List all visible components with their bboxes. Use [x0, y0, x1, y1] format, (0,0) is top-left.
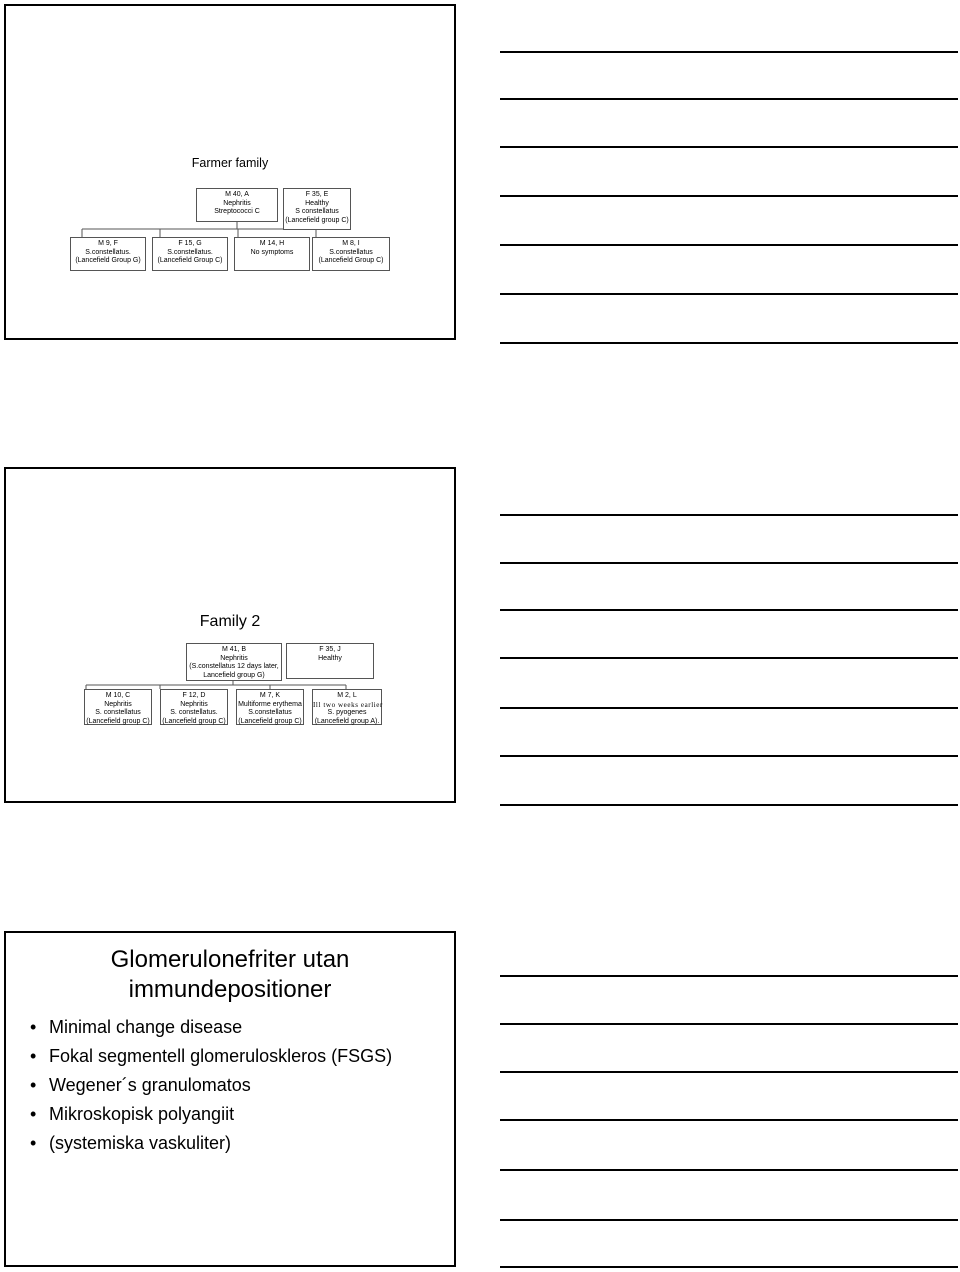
bullet-item — [28, 1073, 409, 1098]
node-line: F 35, J — [319, 646, 341, 653]
node-line: (Lancefield Group C) — [157, 257, 223, 264]
node-line: Ill two weeks earlier — [313, 700, 383, 709]
bullet-text: Wegener´s granulomatos — [49, 1075, 251, 1095]
node-line: M 8, I — [342, 240, 360, 247]
node-line: (Lancefield group C) — [238, 717, 302, 725]
slide-glomerulonefriter — [4, 931, 456, 1267]
pedigree-connectors — [6, 469, 454, 801]
node-line: M 9, F — [98, 240, 118, 247]
node-line: Healthy — [305, 199, 329, 207]
pedigree-node-child — [234, 237, 310, 271]
node-line: Nephritis — [223, 199, 251, 207]
node-line: Lancefield group G) — [203, 671, 265, 679]
notes-lines — [500, 960, 960, 1272]
pedigree-node-child — [84, 689, 152, 725]
pedigree-node-child — [236, 689, 304, 725]
node-line: Streptococci C — [214, 208, 260, 215]
bullet-text: Fokal segmentell glomeruloskleros (FSGS) — [49, 1046, 393, 1066]
pedigree-node-father — [186, 643, 282, 681]
bullet-item — [28, 1015, 409, 1040]
node-line: No symptoms — [250, 248, 294, 256]
bullet-glyph: • — [30, 1133, 37, 1153]
node-line: (Lancefield group C) — [86, 717, 150, 725]
bullet-list — [28, 1015, 409, 1160]
slide-title — [6, 945, 454, 1005]
slide-farmer-family — [4, 4, 456, 340]
pedigree-node-child — [70, 237, 146, 271]
node-line: Healthy — [318, 654, 342, 662]
node-line: S. constellatus — [95, 709, 141, 716]
node-line: (Lancefield group A). — [314, 717, 380, 725]
node-line: F 35, E — [305, 191, 329, 198]
bullet-glyph: • — [30, 1075, 37, 1095]
node-line: M 7, K — [259, 692, 281, 699]
bullet-text: Mikroskopisk polyangiit — [49, 1104, 235, 1124]
node-line: M 41, B — [221, 646, 247, 653]
node-line: S. pyogenes — [327, 709, 367, 716]
node-line: Multiforme erythema — [238, 700, 302, 708]
node-line: Nephritis — [180, 700, 208, 708]
node-line: S.constellatus — [329, 248, 373, 256]
node-line: F 15, G — [178, 240, 202, 247]
node-line: M 2, L — [337, 692, 357, 699]
node-line: (Lancefield Group C) — [318, 257, 384, 264]
node-line: (Lancefield group C) — [162, 717, 226, 725]
bullet-text: (systemiska vaskuliter) — [49, 1133, 232, 1153]
pedigree-node-child — [152, 237, 228, 271]
node-line: F 12, D — [182, 692, 206, 699]
bullet-item — [28, 1102, 409, 1127]
node-line: M 40, A — [225, 191, 249, 198]
bullet-text: Minimal change disease — [49, 1017, 243, 1037]
bullet-glyph: • — [30, 1017, 37, 1037]
node-line: (Lancefield Group G) — [75, 257, 141, 264]
node-line: Nephritis — [220, 654, 248, 662]
slide-title: Farmer family — [191, 156, 269, 170]
slide-title: Family 2 — [199, 613, 261, 630]
pedigree-node-father — [196, 188, 278, 222]
node-line: S.constellatus. — [167, 248, 213, 256]
bullet-item — [28, 1131, 409, 1156]
node-line: M 14, H — [259, 240, 285, 247]
notes-lines — [500, 500, 960, 830]
pedigree-node-child — [160, 689, 228, 725]
slide-family-2 — [4, 467, 456, 803]
slide-title-line: immundepositioner — [128, 976, 332, 1003]
node-line: (Lancefield group C) — [285, 216, 349, 224]
node-line: (S.constellatus 12 days later, — [189, 663, 279, 670]
node-line: S constellatus — [295, 208, 339, 215]
node-line: Nephritis — [104, 700, 132, 708]
pedigree-node-child — [312, 689, 382, 725]
bullet-glyph: • — [30, 1104, 37, 1124]
pedigree-node-mother — [283, 188, 351, 230]
pedigree-node-mother — [286, 643, 374, 679]
notes-lines — [500, 0, 960, 360]
slide-title-line: Glomerulonefriter utan — [110, 946, 350, 973]
node-line: S.constellatus — [248, 709, 292, 716]
node-line: S. constellatus. — [170, 709, 218, 716]
pedigree-node-child — [312, 237, 390, 271]
node-line: M 10, C — [105, 692, 131, 699]
bullet-glyph: • — [30, 1046, 37, 1066]
node-line: S.constellatus. — [85, 248, 131, 256]
pedigree-connectors — [6, 6, 454, 338]
bullet-item — [28, 1044, 409, 1069]
